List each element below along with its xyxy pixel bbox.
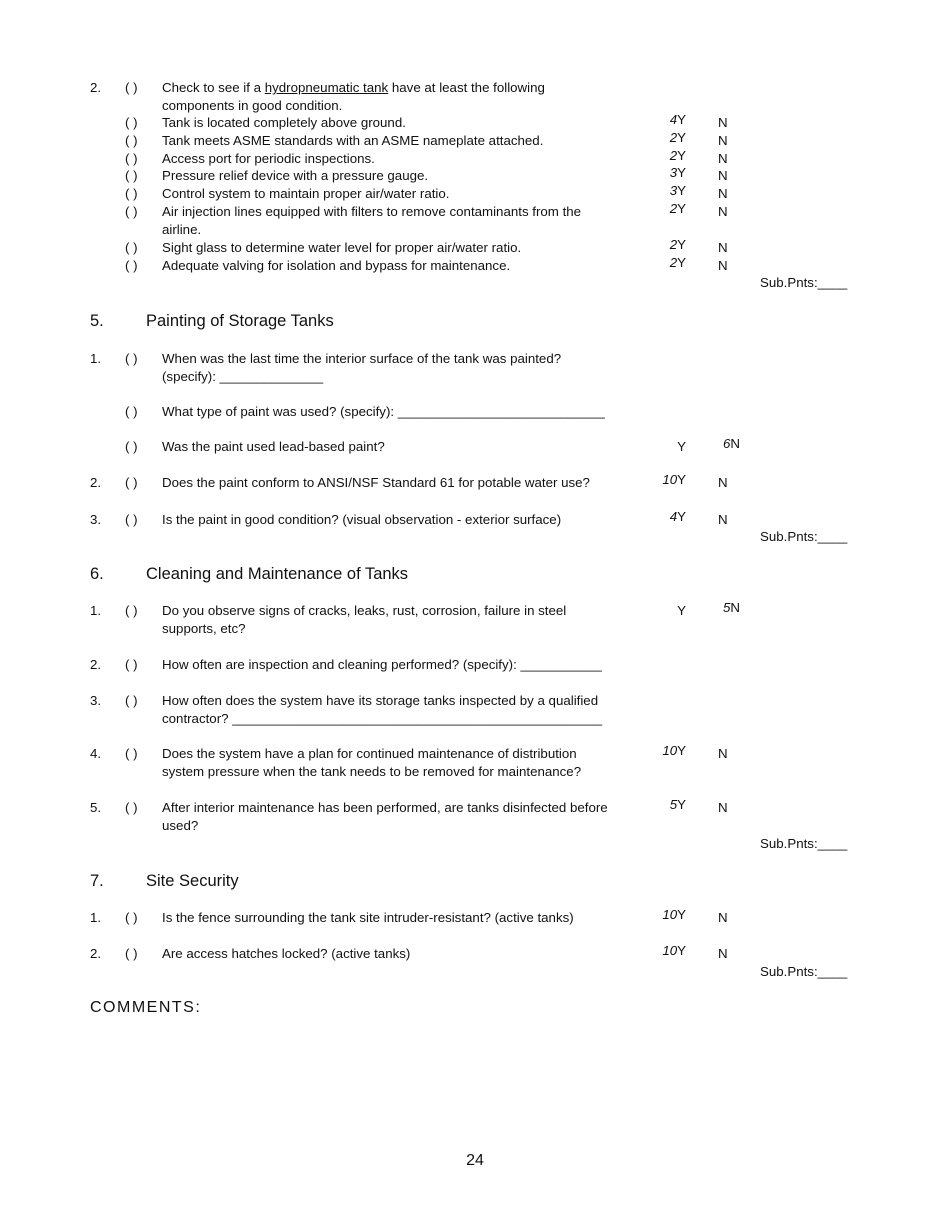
item-text — [162, 167, 428, 185]
item-text — [162, 763, 581, 781]
yes-label: Y — [677, 943, 686, 958]
text-segment: How often does the system have its storage tanks inspected by a qualified — [162, 693, 599, 708]
item-number: 1. — [90, 351, 102, 366]
yes-label: Y — [677, 907, 686, 922]
text-segment: components in good condition. — [162, 98, 343, 113]
checkbox-parens[interactable]: ( ) — [125, 746, 138, 761]
text-segment: Are access hatches locked? (active tanks) — [162, 946, 411, 961]
text-segment: After interior maintenance has been performed, are tanks disinfected before — [162, 800, 608, 815]
checkbox-parens[interactable]: ( ) — [125, 204, 138, 219]
text-segment: When was the last time the interior surface of the tank was painted? — [162, 351, 562, 366]
yes-points — [640, 906, 686, 924]
no-label: N — [718, 800, 728, 815]
no-label: N — [718, 910, 728, 925]
no-label: N — [718, 475, 728, 490]
text-segment: How often are inspection and cleaning performed? (specify): ___________ — [162, 657, 602, 672]
no-points — [718, 150, 748, 168]
yes-point-value: 10 — [662, 907, 678, 922]
underlined-term: hydropneumatic tank — [264, 80, 389, 95]
item-number: 2. — [90, 475, 102, 490]
item-text — [162, 403, 605, 421]
yes-point-value: 3 — [669, 183, 678, 198]
text-segment: Tank is located completely above ground. — [162, 115, 406, 130]
text-segment: Was the paint used lead-based paint? — [162, 439, 385, 454]
checkbox-parens[interactable]: ( ) — [125, 168, 138, 183]
yes-point-value: 5 — [669, 797, 678, 812]
no-points — [723, 435, 753, 453]
yes-point-value: 2 — [669, 201, 678, 216]
section-heading: Painting of Storage Tanks — [146, 312, 334, 330]
checkbox-parens[interactable]: ( ) — [125, 351, 138, 366]
item-text — [162, 602, 566, 620]
yes-label: Y — [677, 603, 686, 618]
text-segment: used? — [162, 818, 199, 833]
item-text — [162, 474, 590, 492]
no-label: N — [718, 186, 728, 201]
no-label: N — [718, 746, 728, 761]
yes-point-value: 10 — [662, 743, 678, 758]
no-label: N — [718, 512, 728, 527]
text-segment: Is the fence surrounding the tank site intruder-resistant? (active tanks) — [162, 910, 574, 925]
item-text — [162, 368, 323, 386]
item-text — [162, 132, 543, 150]
item-text — [162, 745, 577, 763]
item-text — [162, 79, 545, 97]
item-number: 1. — [90, 603, 102, 618]
item-text — [162, 620, 246, 638]
text-segment: Check to see if a — [162, 80, 265, 95]
yes-label: Y — [677, 237, 686, 252]
text-segment: Air injection lines equipped with filters to remove contaminants from the — [162, 204, 582, 219]
yes-label: Y — [677, 112, 686, 127]
no-point-value: 5 — [723, 600, 731, 615]
yes-label: Y — [677, 165, 686, 180]
yes-points — [640, 147, 686, 165]
no-label: N — [718, 258, 728, 273]
text-segment: What type of paint was used? (specify): ____________________________ — [162, 404, 605, 419]
text-segment: Control system to maintain proper air/water ratio. — [162, 186, 450, 201]
yes-points — [640, 200, 686, 218]
yes-points — [640, 942, 686, 960]
checkbox-parens[interactable]: ( ) — [125, 946, 138, 961]
no-points — [723, 599, 753, 617]
checkbox-parens[interactable]: ( ) — [125, 910, 138, 925]
text-segment: have at least the following — [388, 80, 545, 95]
text-segment: Access port for periodic inspections. — [162, 151, 375, 166]
no-point-value: 6 — [723, 436, 731, 451]
no-points — [718, 132, 748, 150]
item-text — [162, 150, 375, 168]
sub-points-field: Sub.Pnts:____ — [760, 529, 848, 544]
no-label: N — [718, 240, 728, 255]
item-text — [162, 350, 561, 368]
item-text — [162, 945, 410, 963]
text-segment: Do you observe signs of cracks, leaks, rust, corrosion, failure in steel — [162, 603, 567, 618]
yes-label: Y — [677, 255, 686, 270]
yes-points — [640, 111, 686, 129]
no-points — [718, 511, 748, 529]
no-points — [718, 909, 748, 927]
page-number: 24 — [466, 1152, 484, 1169]
item-text — [162, 257, 510, 275]
no-points — [718, 167, 748, 185]
item-number: 3. — [90, 512, 102, 527]
item-number: 2. — [90, 657, 102, 672]
item-text — [162, 221, 201, 239]
checkbox-parens[interactable]: ( ) — [125, 512, 138, 527]
yes-point-value: 2 — [669, 255, 678, 270]
no-label: N — [718, 151, 728, 166]
yes-point-value: 2 — [669, 130, 678, 145]
yes-points — [640, 129, 686, 147]
checkbox-parens[interactable]: ( ) — [125, 439, 138, 454]
text-segment: Pressure relief device with a pressure gauge. — [162, 168, 429, 183]
section-number: 5. — [90, 312, 104, 330]
item-number: 2. — [90, 80, 102, 95]
item-text — [162, 97, 342, 115]
no-points — [718, 203, 748, 221]
section-number: 7. — [90, 872, 104, 890]
yes-points — [640, 438, 686, 456]
checkbox-parens[interactable]: ( ) — [125, 80, 138, 95]
yes-points — [640, 508, 686, 526]
no-label: N — [718, 204, 728, 219]
text-segment: contractor? __________________________________________________ — [162, 711, 602, 726]
yes-points — [640, 164, 686, 182]
no-label: N — [730, 600, 741, 615]
item-text — [162, 114, 406, 132]
yes-points — [640, 742, 686, 760]
checkbox-parens[interactable]: ( ) — [125, 475, 138, 490]
section-heading: Site Security — [146, 872, 239, 890]
no-label: N — [718, 946, 728, 961]
checkbox-parens[interactable]: ( ) — [125, 800, 138, 815]
yes-label: Y — [677, 472, 686, 487]
text-segment: Does the system have a plan for continued maintenance of distribution — [162, 746, 577, 761]
section-heading: Cleaning and Maintenance of Tanks — [146, 565, 409, 583]
text-segment: supports, etc? — [162, 621, 246, 636]
no-label: N — [718, 115, 728, 130]
yes-point-value: 10 — [662, 943, 678, 958]
checkbox-parens[interactable]: ( ) — [125, 115, 138, 130]
item-text — [162, 438, 385, 456]
item-text — [162, 511, 561, 529]
section-number: 6. — [90, 565, 104, 583]
text-segment: Sight glass to determine water level for proper air/water ratio. — [162, 240, 522, 255]
sub-points-field: Sub.Pnts:____ — [760, 275, 848, 290]
text-segment: (specify): ______________ — [162, 369, 324, 384]
item-text — [162, 656, 602, 674]
item-text — [162, 203, 581, 221]
checkbox-parens[interactable]: ( ) — [125, 404, 138, 419]
item-text — [162, 817, 198, 835]
checkbox-parens[interactable]: ( ) — [125, 603, 138, 618]
yes-points — [640, 602, 686, 620]
yes-label: Y — [677, 743, 686, 758]
text-segment: Is the paint in good condition? (visual observation - exterior surface) — [162, 512, 562, 527]
yes-point-value: 10 — [662, 472, 678, 487]
no-points — [718, 185, 748, 203]
checkbox-parens[interactable]: ( ) — [125, 133, 138, 148]
item-text — [162, 692, 598, 710]
yes-points — [640, 254, 686, 272]
item-text — [162, 239, 521, 257]
no-points — [718, 745, 748, 763]
item-text — [162, 909, 574, 927]
no-points — [718, 945, 748, 963]
checkbox-parens[interactable]: ( ) — [125, 151, 138, 166]
checkbox-parens[interactable]: ( ) — [125, 186, 138, 201]
item-number: 4. — [90, 746, 102, 761]
yes-label: Y — [677, 183, 686, 198]
no-points — [718, 239, 748, 257]
sub-points-field: Sub.Pnts:____ — [760, 836, 848, 851]
yes-label: Y — [677, 148, 686, 163]
no-points — [718, 114, 748, 132]
text-segment: system pressure when the tank needs to be removed for maintenance? — [162, 764, 582, 779]
item-number: 3. — [90, 693, 102, 708]
no-points — [718, 799, 748, 817]
yes-label: Y — [677, 797, 686, 812]
item-number: 2. — [90, 946, 102, 961]
checkbox-parens[interactable]: ( ) — [125, 240, 138, 255]
yes-point-value: 2 — [669, 148, 678, 163]
checkbox-parens[interactable]: ( ) — [125, 258, 138, 273]
no-points — [718, 257, 748, 275]
no-points — [718, 474, 748, 492]
comments-label: COMMENTS: — [90, 999, 202, 1016]
item-text — [162, 185, 449, 203]
yes-point-value: 2 — [669, 237, 678, 252]
checkbox-parens[interactable]: ( ) — [125, 693, 138, 708]
sub-points-field: Sub.Pnts:____ — [760, 964, 848, 979]
item-number: 5. — [90, 800, 102, 815]
no-label: N — [718, 133, 728, 148]
text-segment: Adequate valving for isolation and bypass for maintenance. — [162, 258, 511, 273]
yes-points — [640, 471, 686, 489]
item-number: 1. — [90, 910, 102, 925]
yes-label: Y — [677, 439, 686, 454]
item-text — [162, 710, 602, 728]
no-label: N — [718, 168, 728, 183]
yes-label: Y — [677, 201, 686, 216]
yes-points — [640, 236, 686, 254]
text-segment: Does the paint conform to ANSI/NSF Standard 61 for potable water use? — [162, 475, 590, 490]
yes-label: Y — [677, 509, 686, 524]
text-segment: airline. — [162, 222, 202, 237]
item-text — [162, 799, 608, 817]
yes-points — [640, 182, 686, 200]
yes-point-value: 3 — [669, 165, 678, 180]
checkbox-parens[interactable]: ( ) — [125, 657, 138, 672]
text-segment: Tank meets ASME standards with an ASME nameplate attached. — [162, 133, 544, 148]
no-label: N — [730, 436, 741, 451]
yes-point-value: 4 — [669, 509, 678, 524]
yes-point-value: 4 — [669, 112, 678, 127]
yes-label: Y — [677, 130, 686, 145]
yes-points — [640, 796, 686, 814]
